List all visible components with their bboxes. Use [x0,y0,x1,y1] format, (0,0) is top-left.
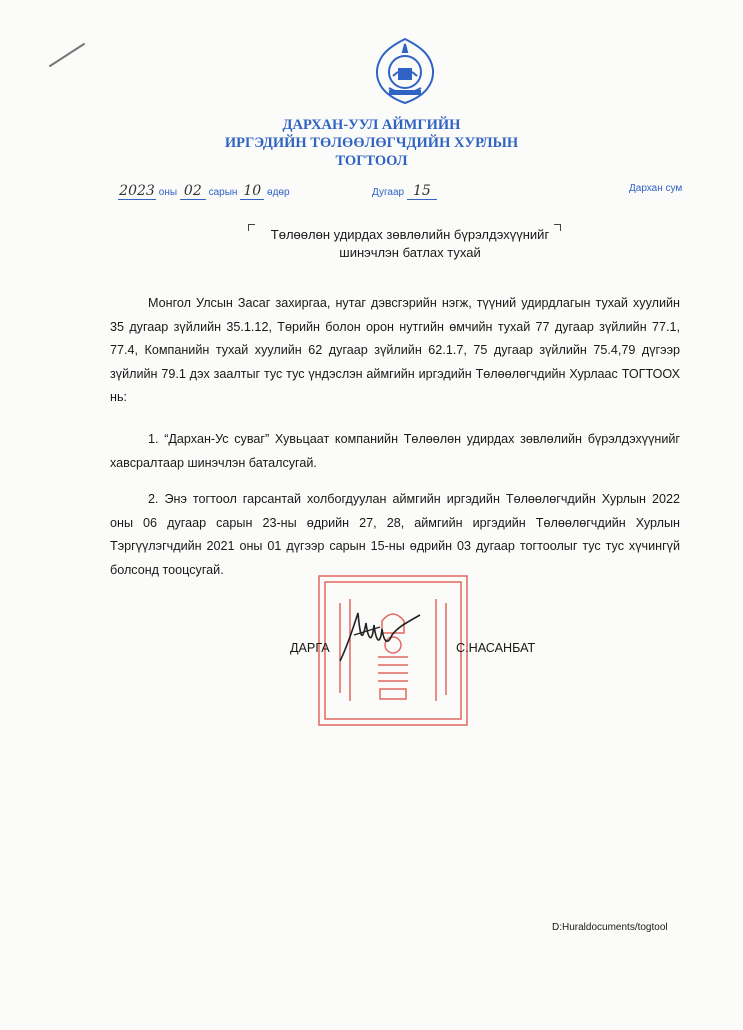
signatory-name: С.НАСАНБАТ [456,641,536,655]
number-label: Дугаар [372,187,405,198]
date-month-suffix: сарын [208,187,238,198]
date-month: 02 [180,183,206,200]
document-number: 15 [407,183,437,200]
subject-line-1: Төлөөлөн удирдах зөвлөлийн бүрэлдэхүүнийг [270,227,550,242]
handwritten-signature [336,605,426,665]
decision-item-2: 2. Энэ тогтоол гарсантай холбогдуулан аймгийн иргэдийн Төлөөлөгчдийн Хурлын 2022 оны 06 дугаар сарын 23-ны өдрийн 27, 28, аймгийн иргэдийн Төлөөлөгчдийн Хурлын Тэргүүлэгчдийн 2021 оны 01 дүгээр сарын 15-ны өдрийн 03 дугаар тогтоолыг тус тус хүчингүй болсонд тооцсугай. [110,492,680,577]
date-day-suffix: өдөр [267,187,290,198]
number-line [372,183,437,200]
intro-paragraph: Монгол Улсын Засаг захиргаа, нутаг дэвсгэрийн нэгж, түүний удирдлагын тухай хуулийн 35 дугаар зүйлийн 35.1.12, Төрийн болон орон нутгийн өмчийн тухай 77 дугаар зүйлийн 77.1, 77.4, Компанийн тухай хуулийн 62 дугаар зүйлийн 62.1.7, 75 дугаар зүйлийн 75.4,79 дүгээр зүйлийн 79.1 дэх заалтыг тус тус үндэслэн аймгийн иргэдийн Төлөөлөгчдийн Хурлаас ТОГТООХ нь: [110,296,680,404]
place-name: Дархан сум [629,183,683,194]
header-line-2: ИРГЭДИЙН ТӨЛӨӨЛӨГЧДИЙН ХУРЛЫН [224,135,519,151]
date-year: 2023 [119,183,155,199]
date-year-suffix: оны [158,187,178,198]
header-line-1: ДАРХАН-УУЛ АЙМГИЙН [282,117,461,133]
file-path-footer: D:Huraldocuments/togtool [552,922,668,933]
pen-scratch-mark [48,40,88,70]
date-line [118,183,290,200]
state-emblem-icon [371,36,439,106]
subject-heading [250,226,570,262]
decision-item-1: 1. “Дархан-Ус суваг” Хувьцаат компанийн Төлөөлөн удирдах зөвлөлийн бүрэлдэхүүнийг хавсралтаар шинэчлэн баталсугай. [110,432,680,470]
subject-line-2: шинэчлэн батлах тухай [339,245,481,260]
signatory-title: ДАРГА [290,641,330,655]
date-day: 10 [240,183,264,200]
document-type-title: ТОГТООЛ [335,153,408,169]
